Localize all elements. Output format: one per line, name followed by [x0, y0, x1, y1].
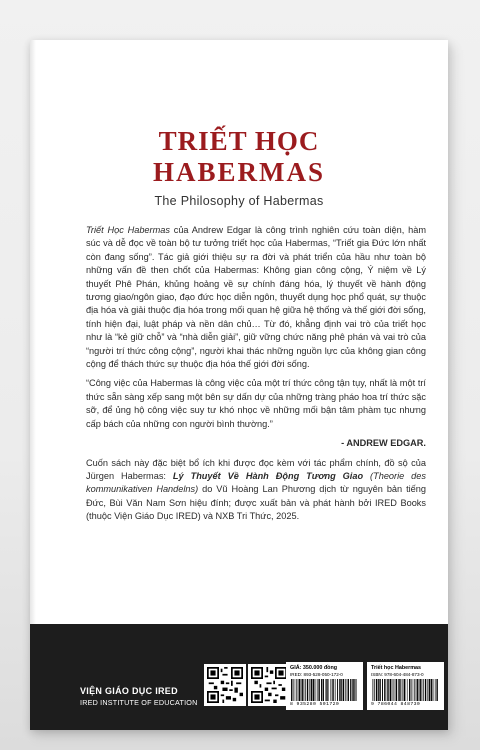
blurb-book-title: Triết Học Habermas [86, 225, 170, 235]
qr-code-1-pattern [207, 667, 243, 703]
book-subtitle: The Philosophy of Habermas [154, 194, 324, 208]
companion-book-original-title: (Theorie des kommunikativen Handelns) [86, 470, 426, 495]
price-barcode [286, 662, 363, 710]
isbn-barcode [367, 662, 444, 710]
book-title-line2: HABERMAS [152, 157, 325, 187]
ired-isbn-label: IRED: 893-528-050-172-0 [290, 672, 343, 677]
publisher-name-en: IRED INSTITUTE OF EDUCATION [80, 698, 198, 707]
book-title-line1: TRIẾT HỌC [158, 126, 320, 156]
isbn-barcode-number: 9 786044 848730 [371, 702, 421, 707]
book-back-cover [30, 40, 448, 730]
qr-code-2 [248, 664, 290, 706]
qr-code-2-pattern [251, 667, 287, 703]
barcode-bars-2 [371, 679, 440, 701]
barcode-bars-1 [290, 679, 359, 701]
quote-author: - ANDREW EDGAR. [341, 438, 426, 449]
book-title-label: Triết học Habermas [371, 665, 422, 671]
qr-code-1 [204, 664, 246, 706]
blurb-quote: “Công việc của Habermas là công việc của một trí thức công tận tụy, nhất là một trí thức sẵn sàng xếp sang một bên sự dấn dự của những tràng pháo hoa trí thức sặc sỡ, để ủng hộ công việc suy tư khó nhọc về những mối bận tâm phàm tục nhưng cấp bách của những con người bình thường.” [86, 378, 426, 429]
blurb-text [86, 224, 426, 530]
blurb-p3-text-a: Cuốn sách này đặc biệt bổ ích khi được đọc kèm với tác phẩm chính, đồ sộ của Jürgen Habermas: [86, 457, 426, 481]
companion-book-title: Lý Thuyết Về Hành Động Tương Giao [172, 470, 364, 481]
blurb-paragraph-3 [86, 457, 426, 524]
price-label: GIÁ: 350.000 đồng [290, 665, 338, 671]
blurb-paragraph-1-text: của Andrew Edgar là công trình nghiên cứu toàn diện, hàm súc và dễ đọc về toàn bộ tư tưởng triết học của Habermas, “Triết gia Đức lớn nhất còn đang sống”. Tác giả giới thiệu sự ra đời và phát triển của hầu như toàn bộ những vấn đề then chốt của Habermas: Không gian công cộng, Ý niệm về Lý thuyết Phê Phán, khủng hoảng về sự chính đáng hóa, lý thuyết về hành động tương giao/ngôn giao, đạo đức học diễn ngôn, thuyết dụng học phổ quát, sự thuộc địa hóa và giải thuộc địa hóa trong mối quan hệ giữa hệ thống và thế giới đời sống, tính hiện đại, luật pháp và nền dân chủ… Từ đó, khẳng định vai trò của triết học như là “kẻ giữ chỗ” và “nhà diễn giải”, giữ vững chức năng phê phán và vai trò của “người trí thức công cộng”, người khai thác những nguồn lực của không gian công cộng để thách thức sự thuộc địa hóa thế giới đời sống. [86, 225, 426, 370]
isbn-label: ISBN: 978-604-484-873-0 [371, 672, 424, 677]
blurb-paragraph-1 [86, 224, 426, 371]
ired-barcode-number: 8 935280 501720 [290, 702, 340, 707]
blurb-p3-text-d: do Vũ Hoàng Lan Phương dịch từ nguyên bản tiếng Đức, Bùi Văn Nam Sơn hiệu đính; được xuất bản và phát hành bởi IRED Books (thuộc Viện Giáo Dục IRED) và NXB Tri Thức, 2025. [86, 484, 427, 522]
footer-band [30, 624, 448, 730]
publisher-name-vi: VIỆN GIÁO DỤC IRED [80, 686, 178, 696]
